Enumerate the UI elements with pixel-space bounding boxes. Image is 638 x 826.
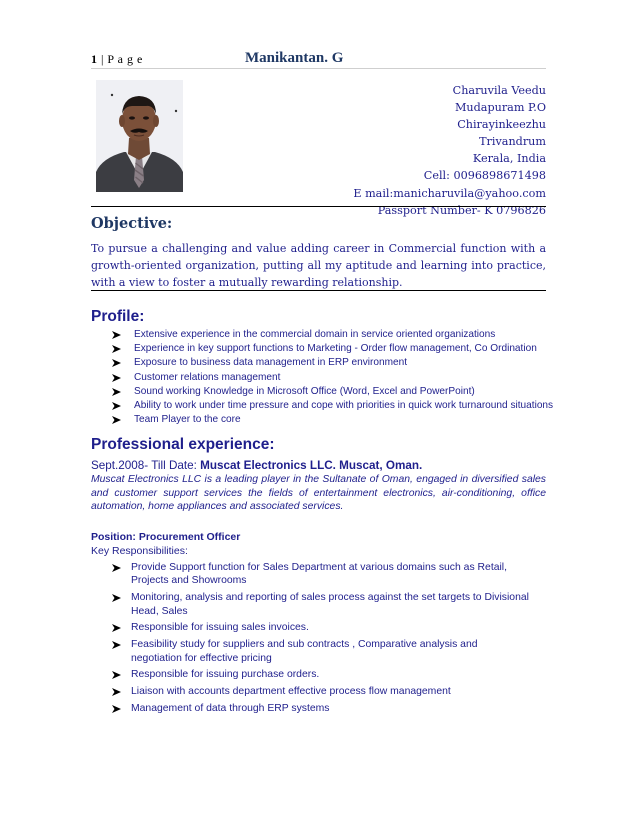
arrow-bullet-icon [111, 385, 123, 399]
list-item [111, 328, 553, 342]
responsibility-text: Responsible for issuing sales invoices. [131, 622, 309, 634]
responsibility-text: Monitoring, analysis and reporting of sales process against the set targets to Divisional Head, Sales [131, 592, 529, 617]
address-line: Mudapuram P.O [454, 101, 546, 115]
page-number: 1 [91, 52, 98, 66]
header-name: Manikantan. G [245, 50, 344, 66]
profile-item-text: Exposure to business data management in ERP environment [134, 357, 408, 369]
profile-item-text: Customer relations management [134, 371, 281, 383]
arrow-bullet-icon [111, 342, 123, 356]
arrow-bullet-icon [111, 399, 123, 413]
page-header [91, 52, 546, 69]
person-photo-icon [96, 80, 183, 192]
list-item [111, 702, 531, 715]
address-line: Trivandrum [479, 135, 546, 149]
arrow-bullet-icon [111, 685, 123, 699]
list-item [111, 413, 553, 427]
divider-objective [91, 290, 546, 291]
responsibility-text: Responsible for issuing purchase orders. [131, 669, 320, 681]
profile-item-text: Team Player to the core [134, 414, 241, 426]
email-address: E mail:manicharuvila@yahoo.com [353, 186, 546, 200]
responsibility-text: Liaison with accounts department effective process flow management [131, 686, 451, 698]
profile-list [111, 328, 553, 427]
list-item [111, 685, 531, 698]
employment-period: Sept.2008- Till Date: [91, 459, 201, 472]
responsibility-text: Management of data through ERP systems [131, 703, 330, 714]
employment-period-line [91, 459, 422, 472]
contact-address-block [353, 82, 546, 219]
list-item [111, 385, 553, 399]
arrow-bullet-icon [111, 356, 123, 370]
responsibility-text: Feasibility study for suppliers and sub contracts , Comparative analysis and negotiation for effective pricing [131, 639, 478, 664]
page-word: | P a g e [97, 52, 143, 66]
arrow-bullet-icon [111, 328, 123, 342]
responsibility-text: Provide Support function for Sales Department at various domains such as Retail, Projects and Showrooms [131, 562, 507, 587]
position-title: Position: Procurement Officer [91, 531, 241, 543]
list-item [111, 399, 553, 413]
arrow-bullet-icon [111, 413, 123, 427]
arrow-bullet-icon [111, 371, 123, 385]
list-item [111, 591, 531, 618]
address-line: Charuvila Veedu [452, 84, 546, 97]
list-item [111, 621, 531, 634]
list-item [111, 342, 553, 356]
list-item [111, 356, 553, 370]
company-name: Muscat Electronics LLC. Muscat, Oman. [200, 459, 423, 472]
list-item [111, 668, 531, 681]
list-item [111, 561, 531, 588]
arrow-bullet-icon [111, 668, 123, 682]
arrow-bullet-icon [111, 621, 123, 635]
divider-top [91, 206, 546, 207]
arrow-bullet-icon [111, 591, 123, 605]
profile-item-text: Ability to work under time pressure and cope with priorities in quick work turnaround situations [134, 399, 554, 411]
profile-item-text: Experience in key support functions to Marketing - Order flow management, Co Ordination [134, 343, 537, 355]
profile-heading: Profile: [91, 308, 145, 325]
experience-heading: Professional experience: [91, 436, 275, 453]
profile-photo [96, 80, 183, 192]
address-line: Kerala, India [472, 152, 546, 166]
passport-number: Passport Number- K 0796826 [377, 203, 546, 217]
list-item [111, 371, 553, 385]
cell-number: Cell: 0096898671498 [423, 169, 546, 183]
responsibilities-list [111, 561, 531, 719]
list-item [111, 638, 531, 665]
page-number-label [91, 52, 143, 67]
objective-heading: Objective: [91, 215, 173, 232]
address-line: Chirayinkeezhu [457, 118, 546, 132]
arrow-bullet-icon [111, 702, 123, 716]
key-responsibilities-label: Key Responsibilities: [91, 545, 188, 557]
profile-item-text: Sound working Knowledge in Microsoft Office (Word, Excel and PowerPoint) [134, 385, 475, 397]
objective-text: To pursue a challenging and value adding career in Commercial function with a growth-oriented organization, putting all my aptitude and learning into practice, with a view to foster a mutually rewarding relationship. [91, 242, 546, 289]
company-description: Muscat Electronics LLC is a leading player in the Sultanate of Oman, engaged in diversified sales and customer support services the fields of entertainment electronics, air-conditioning, office automation, home appliances and associated services. [91, 474, 546, 513]
arrow-bullet-icon [111, 638, 123, 652]
profile-item-text: Extensive experience in the commercial domain in service oriented organizations [134, 329, 496, 340]
arrow-bullet-icon [111, 561, 123, 575]
